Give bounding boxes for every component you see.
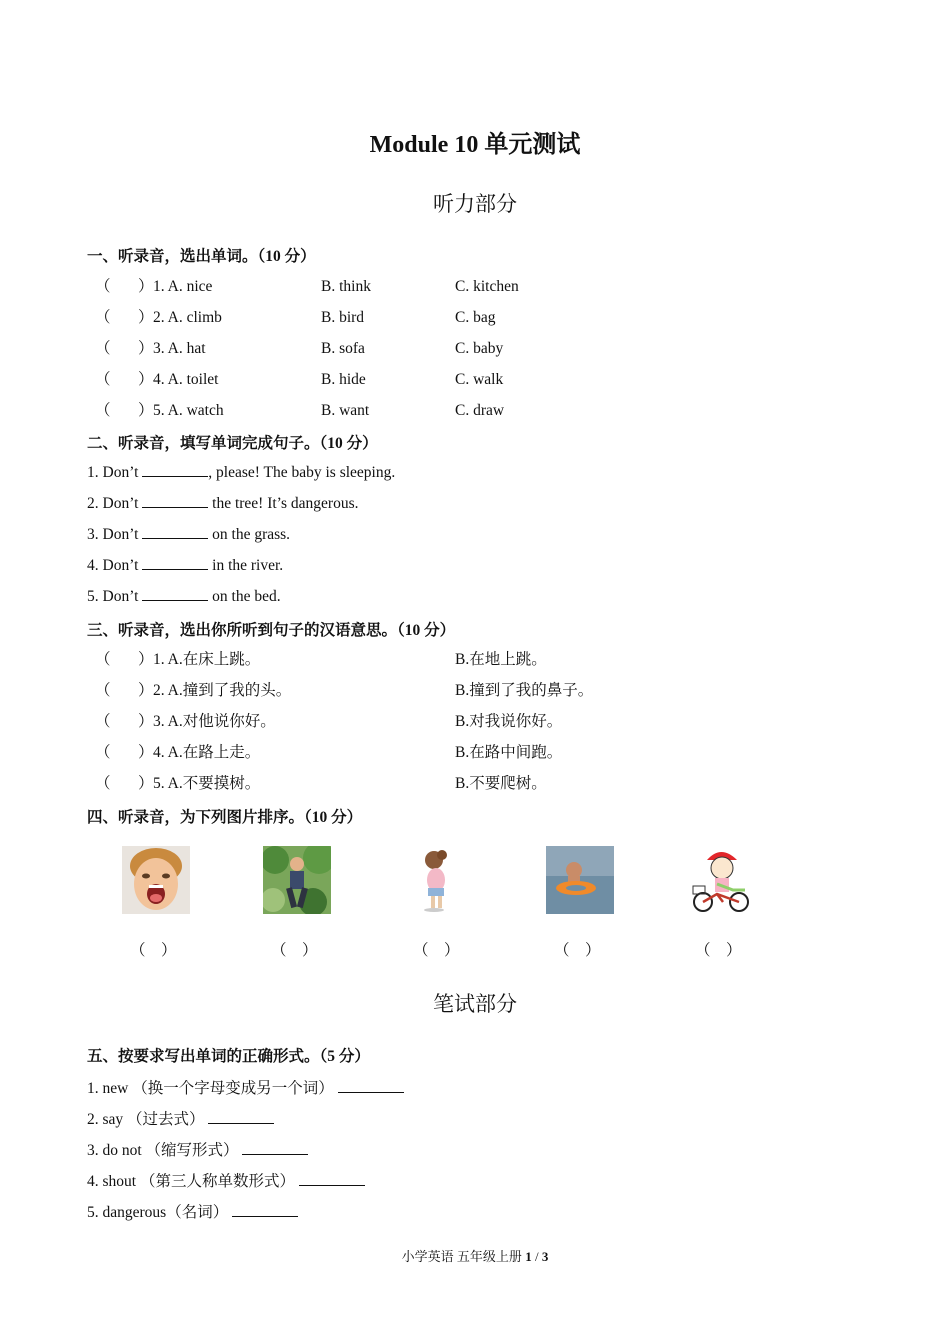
answer-blank bbox=[142, 494, 208, 508]
answer-blank bbox=[142, 525, 208, 539]
answer-blank bbox=[208, 1110, 274, 1124]
writing-section-title: 笔试部分 bbox=[433, 992, 517, 1016]
answer-blank bbox=[338, 1079, 404, 1093]
page-footer: 小学英语 五年级上册 1 / 3 bbox=[401, 1249, 549, 1264]
q5-item: 5. dangerous（名词） bbox=[87, 1200, 298, 1222]
order-blank: （ ） bbox=[695, 942, 742, 959]
worksheet-page: Module 10 单元测试 听力部分 一、听录音，选出单词。（10 分） （ ） 1. A. nice B. think C. kitchen （ ） 2. A. climb B. bird C. bag （ ） 3. A. hat B. sofa C. baby （ ） 4. A. toilet B. hide C. walk （ ） 5. A. watch B. want C. draw 二、听录音，填写单词完成句子。（10 分） 1. Don’t , please! The baby is sleeping. 2. Don’t the tree! It’s dangerous. 3. Don’t on the grass. 4. Don’t in the river. 5. Don’t on the bed. 三、听录音，选出你所听到句子的汉语意思。（10 分） （ ） 1. A.在床上跳。 B.在地上跳。 （ ） 2. A.撞到了我的头。 B.撞到了我的鼻子。 （ ） 3. A.对他说你好。 B.对我说你好。 （ ） 4. A.在路上走。 B.在路中间跑。 （ ） 5. A.不要摸树。 B.不要爬树。 四、听录音，为下列图片排序。（10 分） （ ） （ ） （ ） （ ） （ ） 笔试部分 五、按要求写出单词的正确形式。（5 分） 1. new （换一个字母变成另一个词） 2. say （过去式） 3. do not （缩写形式） 4. shout （第三人称单数形式） 5. dangerous（名词） 小学英语 五年级上册 1 / 3 bbox=[0, 0, 950, 1344]
q5-item: 1. new （换一个字母变成另一个词） bbox=[87, 1076, 404, 1098]
girl-riding-bike-picture bbox=[687, 846, 755, 914]
answer-blank bbox=[232, 1203, 298, 1217]
shouting-child-picture bbox=[122, 846, 190, 914]
q1-heading: 一、听录音，选出单词。（10 分） bbox=[87, 248, 316, 265]
answer-blank bbox=[142, 463, 208, 477]
answer-blank bbox=[142, 556, 208, 570]
q2-heading: 二、听录音，填写单词完成句子。（10 分） bbox=[87, 435, 378, 452]
q2-sentence: 1. Don’t , please! The baby is sleeping. bbox=[87, 464, 396, 481]
q5-item: 2. say （过去式） bbox=[87, 1107, 274, 1129]
order-blank: （ ） bbox=[271, 942, 318, 959]
q4-heading: 四、听录音，为下列图片排序。（10 分） bbox=[87, 809, 363, 826]
q2-sentence: 5. Don’t on the bed. bbox=[87, 588, 281, 605]
answer-blank bbox=[142, 587, 208, 601]
q2-sentence: 4. Don’t in the river. bbox=[87, 557, 284, 574]
q5-item: 4. shout （第三人称单数形式） bbox=[87, 1169, 365, 1191]
q5-item: 3. do not （缩写形式） bbox=[87, 1138, 308, 1160]
q3-heading: 三、听录音，选出你所听到句子的汉语意思。（10 分） bbox=[87, 622, 456, 639]
q5-heading: 五、按要求写出单词的正确形式。（5 分） bbox=[87, 1048, 370, 1065]
order-blank: （ ） bbox=[413, 942, 460, 959]
girl-walking-picture bbox=[404, 846, 472, 914]
q2-sentence: 2. Don’t the tree! It’s dangerous. bbox=[87, 495, 359, 512]
order-blank: （ ） bbox=[130, 942, 177, 959]
page-title: Module 10 单元测试 bbox=[369, 132, 581, 158]
answer-blank bbox=[242, 1141, 308, 1155]
child-climbing-tree-picture bbox=[263, 846, 331, 914]
q2-sentence: 3. Don’t on the grass. bbox=[87, 526, 291, 543]
answer-blank bbox=[299, 1172, 365, 1186]
order-blank: （ ） bbox=[554, 942, 601, 959]
boy-swimming-ring-picture bbox=[546, 846, 614, 914]
listening-section-title: 听力部分 bbox=[433, 192, 517, 216]
